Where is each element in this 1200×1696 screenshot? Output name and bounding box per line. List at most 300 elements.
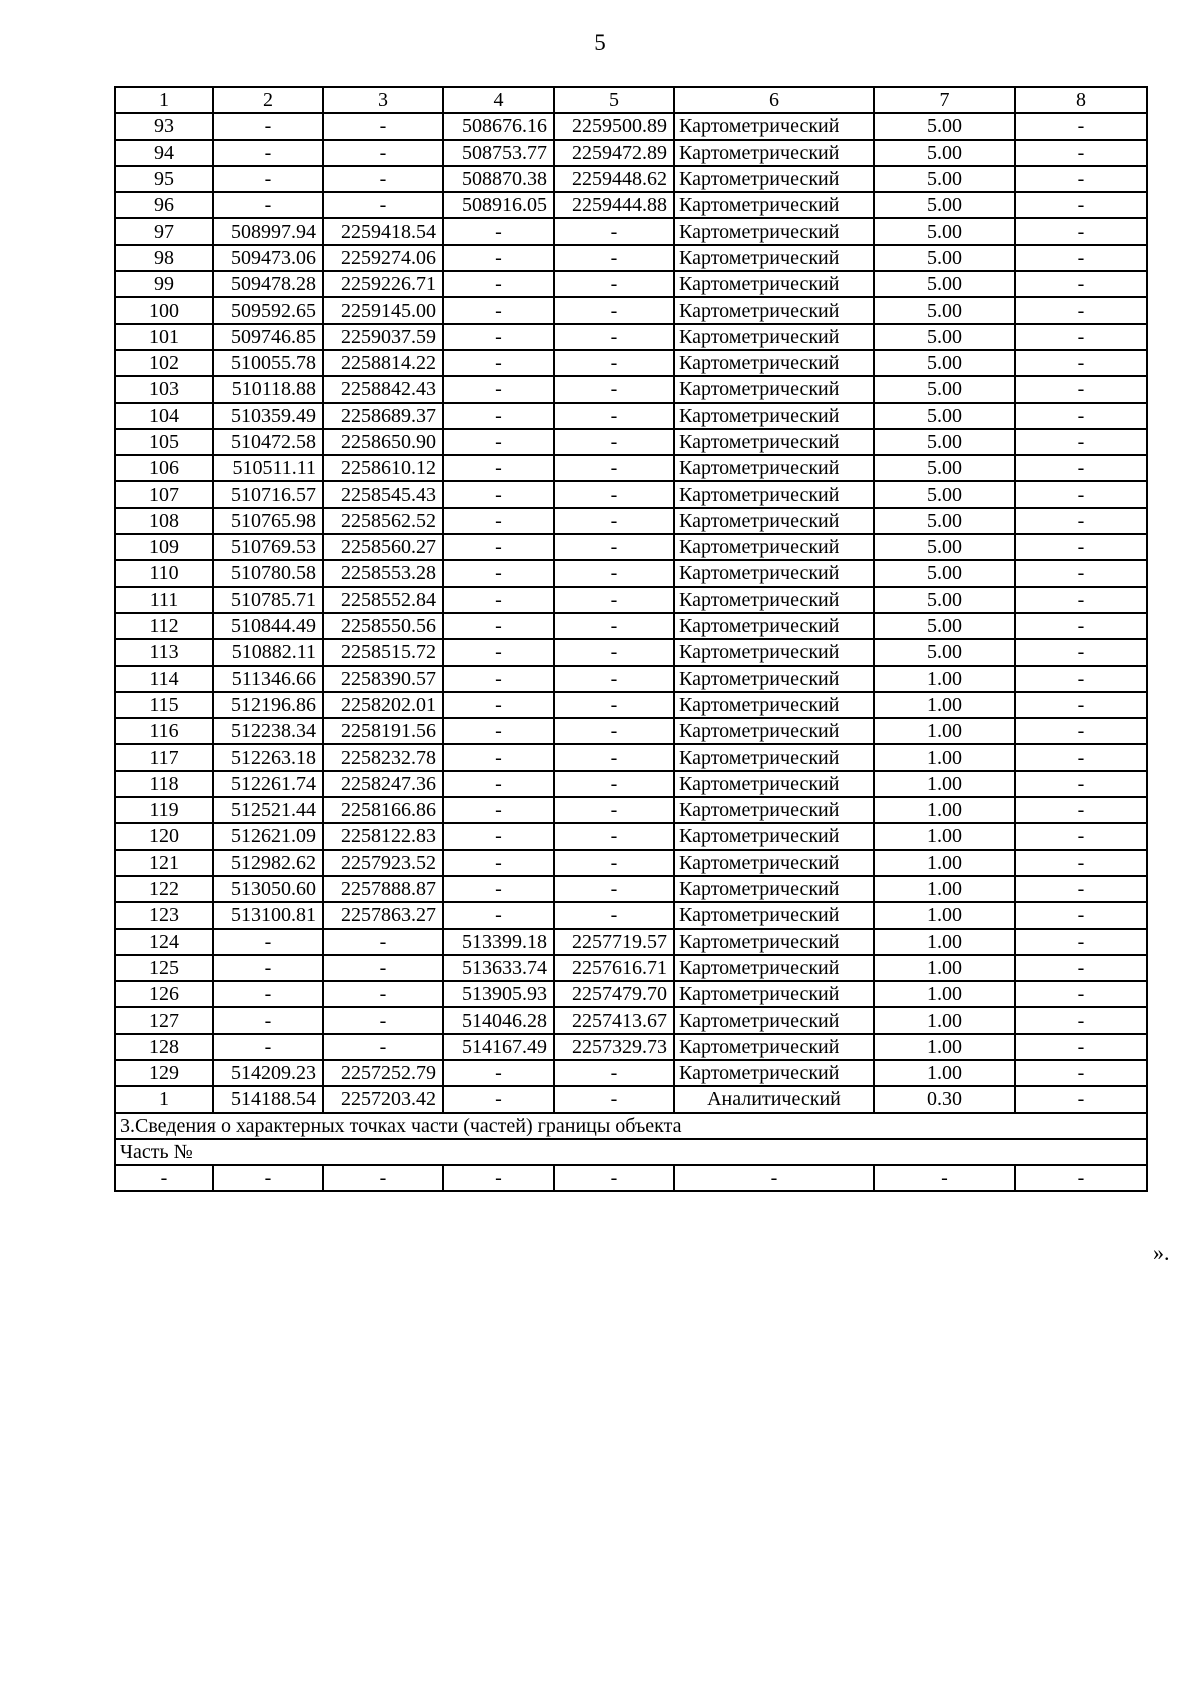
table-cell: Картометрический [674, 218, 874, 244]
table-cell: 510844.49 [213, 613, 323, 639]
table-cell: 93 [115, 113, 213, 139]
table-cell: 2259274.06 [323, 245, 443, 271]
table-cell: Картометрический [674, 876, 874, 902]
header-cell: 4 [443, 87, 554, 113]
table-cell: 1.00 [874, 823, 1015, 849]
table-row [115, 166, 1147, 192]
section-title: 3.Сведения о характерных точках части (частей) границы объекта [115, 1113, 1147, 1139]
table-cell: 95 [115, 166, 213, 192]
table-cell: 2257479.70 [554, 981, 674, 1007]
table-cell: 510769.53 [213, 534, 323, 560]
table-cell: 508997.94 [213, 218, 323, 244]
table-cell: 509473.06 [213, 245, 323, 271]
table-cell: - [1015, 376, 1147, 402]
table-cell: Картометрический [674, 797, 874, 823]
table-cell: 2258553.28 [323, 560, 443, 586]
table-cell: - [1015, 350, 1147, 376]
table-cell: 109 [115, 534, 213, 560]
table-cell: - [1015, 718, 1147, 744]
table-cell: 115 [115, 692, 213, 718]
table-cell: Картометрический [674, 692, 874, 718]
table-cell: 5.00 [874, 613, 1015, 639]
table-cell: - [1015, 666, 1147, 692]
table-cell: Картометрический [674, 771, 874, 797]
table-cell: - [443, 534, 554, 560]
table-cell: 512238.34 [213, 718, 323, 744]
table-cell: 514167.49 [443, 1034, 554, 1060]
table-cell: Картометрический [674, 166, 874, 192]
table-cell: Картометрический [674, 376, 874, 402]
table-cell: - [323, 981, 443, 1007]
table-cell: Картометрический [674, 271, 874, 297]
table-cell: 1.00 [874, 666, 1015, 692]
table-cell: - [443, 613, 554, 639]
table-cell: 508753.77 [443, 140, 554, 166]
table-cell: - [554, 508, 674, 534]
table-cell: - [554, 403, 674, 429]
table-cell: 119 [115, 797, 213, 823]
table-cell: 5.00 [874, 271, 1015, 297]
table-cell: - [443, 245, 554, 271]
table-cell: 2258390.57 [323, 666, 443, 692]
table-cell: - [443, 876, 554, 902]
table-cell: 100 [115, 297, 213, 323]
table-cell: 2257923.52 [323, 850, 443, 876]
table-cell: - [443, 271, 554, 297]
table-cell: 512196.86 [213, 692, 323, 718]
section-title-row [115, 1113, 1147, 1139]
table-cell: Картометрический [674, 1007, 874, 1033]
table-row [115, 692, 1147, 718]
table-cell: 5.00 [874, 245, 1015, 271]
table-row [115, 929, 1147, 955]
table-cell: - [554, 1060, 674, 1086]
table-cell: 1.00 [874, 718, 1015, 744]
table-cell: 2257413.67 [554, 1007, 674, 1033]
table-row [115, 718, 1147, 744]
table-cell: - [554, 376, 674, 402]
table-cell: 1.00 [874, 981, 1015, 1007]
table-cell: - [554, 850, 674, 876]
table-row [115, 140, 1147, 166]
table-cell: - [674, 1165, 874, 1191]
table-cell: 2259145.00 [323, 297, 443, 323]
table-cell: - [1015, 639, 1147, 665]
table-row [115, 902, 1147, 928]
table-cell: - [1015, 429, 1147, 455]
table-cell: Картометрический [674, 534, 874, 560]
table-row [115, 324, 1147, 350]
table-cell: - [443, 587, 554, 613]
table-cell: - [554, 771, 674, 797]
table-cell: 0.30 [874, 1086, 1015, 1112]
table-row [115, 797, 1147, 823]
table-cell: - [1015, 481, 1147, 507]
table-cell: 510780.58 [213, 560, 323, 586]
table-cell: - [443, 324, 554, 350]
table-cell: 5.00 [874, 376, 1015, 402]
table-cell: 1.00 [874, 797, 1015, 823]
table-cell: 5.00 [874, 508, 1015, 534]
table-row [115, 376, 1147, 402]
table-cell: - [554, 429, 674, 455]
table-row [115, 403, 1147, 429]
table-cell: 2258247.36 [323, 771, 443, 797]
table-cell: - [443, 297, 554, 323]
table-cell: Картометрический [674, 718, 874, 744]
table-cell: - [1015, 850, 1147, 876]
table-cell: 1.00 [874, 1007, 1015, 1033]
table-row [115, 271, 1147, 297]
table-cell: - [1015, 771, 1147, 797]
table-cell: 509592.65 [213, 297, 323, 323]
table-cell: - [213, 113, 323, 139]
part-label: Часть № [115, 1139, 1147, 1165]
table-cell: 5.00 [874, 587, 1015, 613]
table-cell: 513100.81 [213, 902, 323, 928]
table-cell: 5.00 [874, 350, 1015, 376]
table-cell: Картометрический [674, 587, 874, 613]
table-cell: Картометрический [674, 639, 874, 665]
table-cell: - [443, 823, 554, 849]
table-cell: - [443, 902, 554, 928]
table-cell: 512261.74 [213, 771, 323, 797]
table-cell: - [1015, 403, 1147, 429]
table-cell: 110 [115, 560, 213, 586]
table-row [115, 744, 1147, 770]
table-cell: - [1015, 455, 1147, 481]
table-cell: - [443, 771, 554, 797]
table-row [115, 876, 1147, 902]
table-cell: - [323, 113, 443, 139]
table-row [115, 350, 1147, 376]
table-cell: - [1015, 1060, 1147, 1086]
table-cell: - [554, 718, 674, 744]
part-label-row [115, 1139, 1147, 1165]
table-cell: 117 [115, 744, 213, 770]
table-row [115, 823, 1147, 849]
table-cell: 510511.11 [213, 455, 323, 481]
table-cell: 2259500.89 [554, 113, 674, 139]
table-cell: - [443, 218, 554, 244]
table-cell: - [1015, 955, 1147, 981]
table-cell: 108 [115, 508, 213, 534]
table-cell: 113 [115, 639, 213, 665]
table-cell: Картометрический [674, 929, 874, 955]
table-cell: 107 [115, 481, 213, 507]
table-cell: 510765.98 [213, 508, 323, 534]
table-cell: - [323, 955, 443, 981]
table-cell: Картометрический [674, 744, 874, 770]
table-cell: 2258122.83 [323, 823, 443, 849]
table-cell: - [1015, 902, 1147, 928]
table-cell: 123 [115, 902, 213, 928]
table-cell: 1.00 [874, 692, 1015, 718]
table-cell: - [554, 455, 674, 481]
table-cell: - [443, 1086, 554, 1112]
table-cell: 508676.16 [443, 113, 554, 139]
table-cell: - [554, 639, 674, 665]
table-cell: 2257252.79 [323, 1060, 443, 1086]
table-cell: - [554, 823, 674, 849]
table-cell: Картометрический [674, 508, 874, 534]
page-number: 5 [594, 30, 606, 55]
table-row [115, 1086, 1147, 1112]
table-cell: - [323, 1034, 443, 1060]
table-cell: 2258545.43 [323, 481, 443, 507]
table-cell: Картометрический [674, 429, 874, 455]
table-cell: 5.00 [874, 324, 1015, 350]
table-cell: - [213, 929, 323, 955]
table-cell: - [554, 534, 674, 560]
table-cell: 2259226.71 [323, 271, 443, 297]
table-cell: 2258842.43 [323, 376, 443, 402]
table-cell: - [323, 1165, 443, 1191]
table-cell: - [323, 929, 443, 955]
table-cell: - [554, 902, 674, 928]
table-cell: 2259448.62 [554, 166, 674, 192]
table-cell: 5.00 [874, 560, 1015, 586]
table-cell: - [1015, 613, 1147, 639]
header-cell: 2 [213, 87, 323, 113]
table-cell: - [874, 1165, 1015, 1191]
table-cell: 5.00 [874, 192, 1015, 218]
table-cell: 102 [115, 350, 213, 376]
table-cell: - [213, 1007, 323, 1033]
table-cell: Картометрический [674, 666, 874, 692]
table-cell: - [443, 744, 554, 770]
table-cell: - [554, 587, 674, 613]
table-cell: - [554, 797, 674, 823]
table-cell: - [443, 639, 554, 665]
table-cell: 2258610.12 [323, 455, 443, 481]
header-cell: 7 [874, 87, 1015, 113]
table-cell: 510359.49 [213, 403, 323, 429]
table-cell: - [213, 166, 323, 192]
table-cell: 94 [115, 140, 213, 166]
table-cell: - [443, 376, 554, 402]
table-cell: 513399.18 [443, 929, 554, 955]
table-cell: 509746.85 [213, 324, 323, 350]
table-cell: 1.00 [874, 1034, 1015, 1060]
table-cell: - [323, 166, 443, 192]
table-cell: - [1015, 823, 1147, 849]
table-cell: 1.00 [874, 876, 1015, 902]
table-cell: - [554, 1165, 674, 1191]
table-cell: - [213, 1165, 323, 1191]
table-cell: 1.00 [874, 902, 1015, 928]
table-cell: 101 [115, 324, 213, 350]
table-cell: 5.00 [874, 113, 1015, 139]
table-cell: 1.00 [874, 771, 1015, 797]
table-cell: 111 [115, 587, 213, 613]
table-row [115, 587, 1147, 613]
table-cell: 127 [115, 1007, 213, 1033]
table-cell: - [443, 718, 554, 744]
table-cell: 514209.23 [213, 1060, 323, 1086]
table-cell: Картометрический [674, 823, 874, 849]
table-cell: Картометрический [674, 902, 874, 928]
table-cell: - [554, 245, 674, 271]
table-cell: 514188.54 [213, 1086, 323, 1112]
table-cell: 5.00 [874, 534, 1015, 560]
table-row [115, 508, 1147, 534]
table-cell: - [323, 1007, 443, 1033]
table-row [115, 218, 1147, 244]
table-cell: - [1015, 587, 1147, 613]
table-cell: 2258814.22 [323, 350, 443, 376]
table-cell: - [1015, 929, 1147, 955]
table-cell: 1.00 [874, 744, 1015, 770]
table-cell: 2257719.57 [554, 929, 674, 955]
table-row [115, 1060, 1147, 1086]
table-cell: Картометрический [674, 455, 874, 481]
table-row [115, 429, 1147, 455]
table-cell: 2257863.27 [323, 902, 443, 928]
table-cell: - [1015, 218, 1147, 244]
table-row [115, 955, 1147, 981]
header-cell: 5 [554, 87, 674, 113]
table-cell: 2258202.01 [323, 692, 443, 718]
table-row [115, 1007, 1147, 1033]
table-cell: 5.00 [874, 218, 1015, 244]
table-cell: 510472.58 [213, 429, 323, 455]
table-cell: 104 [115, 403, 213, 429]
table-cell: 5.00 [874, 429, 1015, 455]
table-cell: - [1015, 1086, 1147, 1112]
table-cell: 1.00 [874, 955, 1015, 981]
table-cell: 510055.78 [213, 350, 323, 376]
header-cell: 3 [323, 87, 443, 113]
table-cell: - [554, 1086, 674, 1112]
table-row [115, 771, 1147, 797]
table-cell: 510882.11 [213, 639, 323, 665]
table-cell: 1.00 [874, 1060, 1015, 1086]
table-cell: Картометрический [674, 613, 874, 639]
table-cell: 508870.38 [443, 166, 554, 192]
table-cell: - [213, 955, 323, 981]
table-cell: - [554, 350, 674, 376]
table-cell: 510118.88 [213, 376, 323, 402]
table-cell: Картометрический [674, 192, 874, 218]
table-cell: 114 [115, 666, 213, 692]
table-cell: - [443, 1165, 554, 1191]
table-row [115, 850, 1147, 876]
table-cell: - [1015, 744, 1147, 770]
table-cell: 509478.28 [213, 271, 323, 297]
part-row [115, 1165, 1147, 1191]
table-cell: 2258166.86 [323, 797, 443, 823]
table-cell: - [1015, 324, 1147, 350]
table-cell: Картометрический [674, 981, 874, 1007]
table-cell: - [1015, 876, 1147, 902]
table-cell: 105 [115, 429, 213, 455]
table-cell: 124 [115, 929, 213, 955]
table-cell: 1.00 [874, 929, 1015, 955]
table-cell: 2258191.56 [323, 718, 443, 744]
table-cell: Картометрический [674, 1034, 874, 1060]
table-cell: - [1015, 113, 1147, 139]
table-cell: - [213, 981, 323, 1007]
table-row [115, 113, 1147, 139]
header-cell: 8 [1015, 87, 1147, 113]
table-cell: 2258550.56 [323, 613, 443, 639]
table-cell: 122 [115, 876, 213, 902]
table-cell: 98 [115, 245, 213, 271]
table-cell: 5.00 [874, 403, 1015, 429]
table-cell: - [1015, 508, 1147, 534]
table-cell: - [1015, 534, 1147, 560]
table-row [115, 639, 1147, 665]
table-cell: 5.00 [874, 140, 1015, 166]
table-cell: 512263.18 [213, 744, 323, 770]
table-cell: 5.00 [874, 481, 1015, 507]
table-row [115, 297, 1147, 323]
table-cell: 513633.74 [443, 955, 554, 981]
table-cell: Картометрический [674, 350, 874, 376]
table-cell: - [554, 481, 674, 507]
table-cell: - [213, 192, 323, 218]
table-row [115, 192, 1147, 218]
table-cell: - [323, 192, 443, 218]
table-cell: 2257616.71 [554, 955, 674, 981]
table-cell: - [554, 613, 674, 639]
table-cell: - [1015, 1034, 1147, 1060]
table-cell: - [554, 744, 674, 770]
table-cell: - [554, 297, 674, 323]
table-cell: 2258689.37 [323, 403, 443, 429]
table-cell: 1.00 [874, 850, 1015, 876]
table-cell: Аналитический [674, 1086, 874, 1112]
table-cell: 116 [115, 718, 213, 744]
table-cell: - [443, 666, 554, 692]
table-cell: 2257888.87 [323, 876, 443, 902]
table-cell: Картометрический [674, 403, 874, 429]
table-cell: - [443, 403, 554, 429]
table-cell: - [554, 271, 674, 297]
table-cell: 2259472.89 [554, 140, 674, 166]
table-cell: 121 [115, 850, 213, 876]
table-row [115, 981, 1147, 1007]
table-cell: - [1015, 271, 1147, 297]
table-cell: 129 [115, 1060, 213, 1086]
table-cell: 1 [115, 1086, 213, 1112]
table-cell: 2258515.72 [323, 639, 443, 665]
table-cell: - [1015, 140, 1147, 166]
table-cell: 510716.57 [213, 481, 323, 507]
table-row [115, 613, 1147, 639]
header-cell: 6 [674, 87, 874, 113]
header-row [115, 87, 1147, 113]
table-cell: - [1015, 166, 1147, 192]
table-cell: - [1015, 192, 1147, 218]
table-cell: - [1015, 297, 1147, 323]
table-cell: - [443, 692, 554, 718]
table-cell: 2259037.59 [323, 324, 443, 350]
table-cell: 5.00 [874, 166, 1015, 192]
table-row [115, 560, 1147, 586]
table-cell: Картометрический [674, 140, 874, 166]
table-cell: 125 [115, 955, 213, 981]
table-cell: - [443, 455, 554, 481]
table-cell: Картометрический [674, 113, 874, 139]
table-cell: 126 [115, 981, 213, 1007]
table-cell: Картометрический [674, 245, 874, 271]
table-cell: - [443, 850, 554, 876]
table-cell: - [1015, 1007, 1147, 1033]
table-row [115, 666, 1147, 692]
table-cell: 2258562.52 [323, 508, 443, 534]
